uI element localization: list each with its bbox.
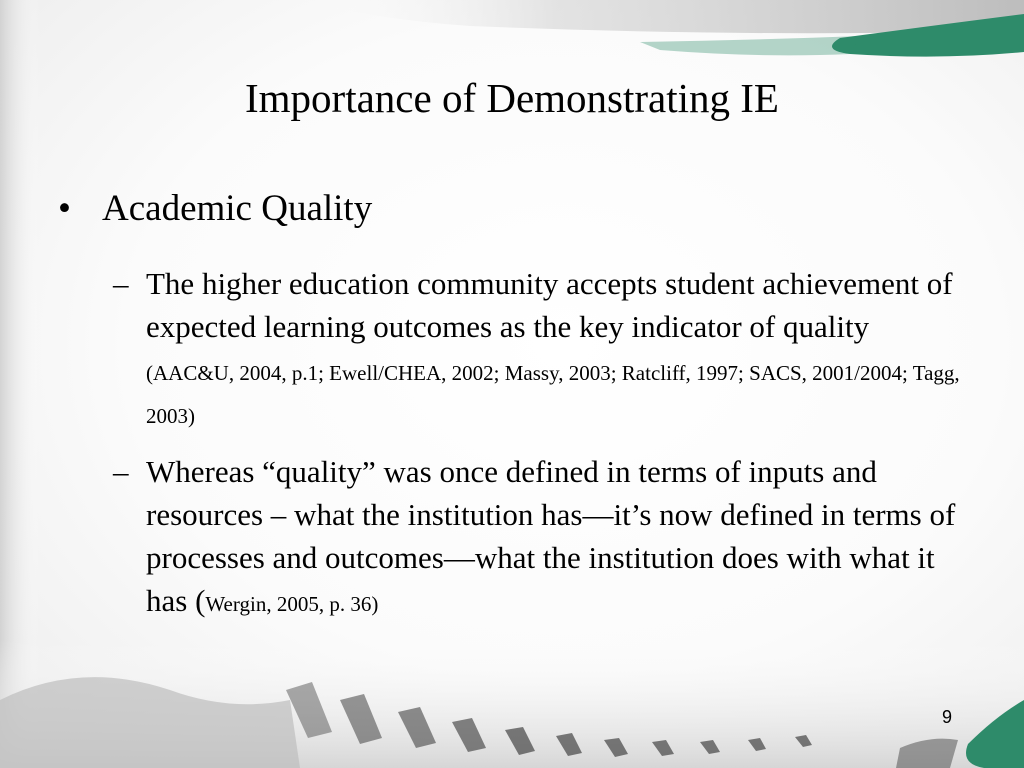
sub-bullet-citation: Wergin, 2005, p. 36) [205,592,379,616]
dash-marker: – [113,454,129,489]
slide-title: Importance of Demonstrating IE [245,75,779,121]
bullet-academic-quality [58,185,372,233]
bullet-heading: Academic Quality [102,188,373,229]
page-number: 9 [942,707,953,727]
top-green-swoosh-fade [640,36,860,55]
sub-bullet-body [146,450,963,622]
dash-marker: – [113,266,129,301]
sub-bullet-learning-outcomes [113,262,963,434]
sub-bullet-citation: (AAC&U, 2004, p.1; Ewell/CHEA, 2002; Massy, 2003; Ratcliff, 1997; SACS, 2001/2004; Tagg, 2003) [146,361,960,428]
sub-bullet-quality-definition [113,450,963,622]
sub-bullet-body [146,262,963,434]
sub-bullet-text: Whereas “quality” was once defined in terms of inputs and resources – what the institution has—it’s now defined in terms of processes and outcomes—what the institution does with what it has ( [146,454,956,618]
bullet-marker: • [58,188,71,229]
sub-bullet-text: The higher education community accepts student achievement of expected learning outcomes as the key indicator of quality [146,266,953,344]
